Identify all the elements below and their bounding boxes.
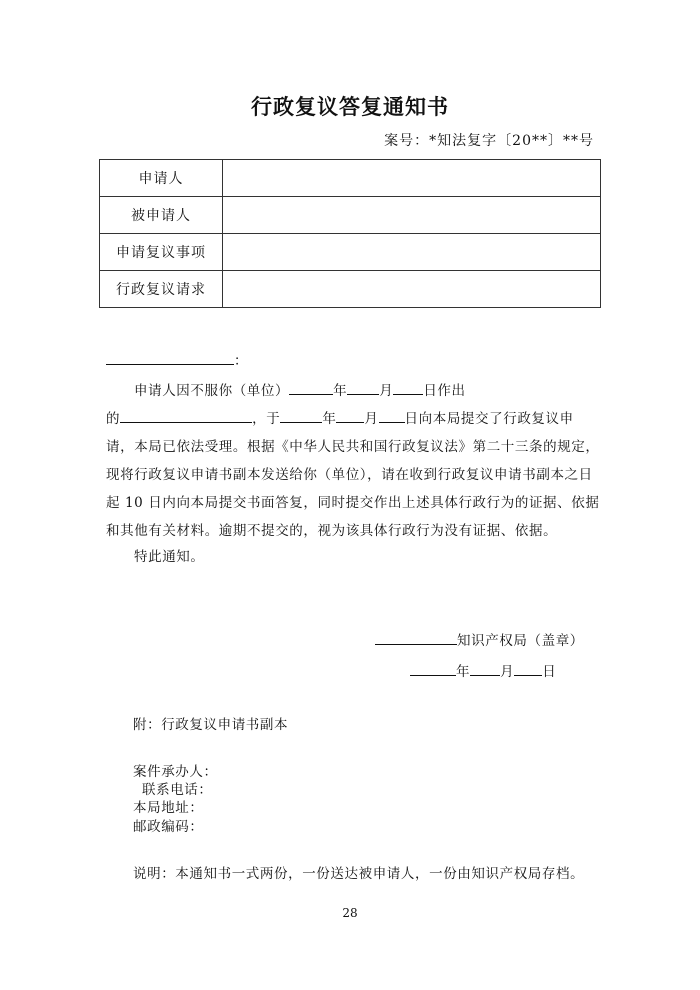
year-label: 年 <box>322 411 337 427</box>
month-blank <box>470 660 500 676</box>
month-label: 月 <box>379 383 394 399</box>
row-value-request <box>223 271 601 308</box>
row-label-applicant: 申请人 <box>100 160 223 197</box>
addressee-blank <box>106 349 234 365</box>
signature-bureau-line <box>375 629 584 649</box>
bureau-blank <box>375 629 457 645</box>
month-label: 月 <box>500 664 515 680</box>
case-number: 案号：*知法复字〔20**〕**号 <box>384 133 594 149</box>
body-line-3: 请，本局已依法受理。根据《中华人民共和国行政复议法》第二十三条的规定， <box>106 439 600 455</box>
note-text: 说明：本通知书一式两份，一份送达被申请人，一份由知识产权局存档。 <box>133 866 585 882</box>
month-blank <box>347 379 379 395</box>
row-label-matter: 申请复议事项 <box>100 234 223 271</box>
day-blank <box>393 379 423 395</box>
body-text: 的 <box>106 411 121 427</box>
bureau-seal-label: 知识产权局（盖章） <box>457 633 584 649</box>
phone-label: 联系电话： <box>142 782 213 798</box>
table-row <box>100 197 601 234</box>
row-value-matter <box>223 234 601 271</box>
row-value-respondent <box>223 197 601 234</box>
body-line-4: 现将行政复议申请书副本发送给你（单位），请在收到行政复议申请书副本之日 <box>106 467 593 483</box>
page-title: 行政复议答复通知书 <box>251 95 449 119</box>
month-label: 月 <box>364 411 379 427</box>
signature-date-line <box>410 660 556 680</box>
table-row <box>100 234 601 271</box>
year-blank <box>289 379 333 395</box>
body-line-6: 和其他有关材料。逾期不提交的，视为该具体行政行为没有证据、依据。 <box>106 523 558 539</box>
day-blank <box>379 407 405 423</box>
year-label: 年 <box>333 383 348 399</box>
body-text: 申请人因不服你（单位） <box>134 383 290 399</box>
info-table <box>99 159 601 308</box>
notice-text: 特此通知。 <box>134 549 205 565</box>
body-text: 日作出 <box>423 383 466 399</box>
addressee-colon: ： <box>234 353 249 369</box>
table-row <box>100 271 601 308</box>
day-label: 日 <box>542 664 557 680</box>
postcode-label: 邮政编码： <box>133 819 204 835</box>
table-row <box>100 160 601 197</box>
address-label: 本局地址： <box>133 800 204 816</box>
body-line-1 <box>134 379 466 399</box>
addressee-line <box>106 349 248 369</box>
body-line-2 <box>106 407 574 427</box>
row-label-request: 行政复议请求 <box>100 271 223 308</box>
day-blank <box>514 660 542 676</box>
attachment-text: 附：行政复议申请书副本 <box>133 717 289 733</box>
page-number: 28 <box>342 906 358 920</box>
action-blank <box>120 407 252 423</box>
handler-label: 案件承办人： <box>133 764 218 780</box>
body-line-5: 起 10 日内向本局提交书面答复，同时提交作出上述具体行政行为的证据、依据 <box>106 495 600 511</box>
row-value-applicant <box>223 160 601 197</box>
year-blank <box>280 407 322 423</box>
year-blank <box>410 660 456 676</box>
body-text: 日向本局提交了行政复议申 <box>404 411 574 427</box>
year-label: 年 <box>456 664 471 680</box>
row-label-respondent: 被申请人 <box>100 197 223 234</box>
month-blank <box>336 407 364 423</box>
body-text: ，于 <box>252 411 281 427</box>
